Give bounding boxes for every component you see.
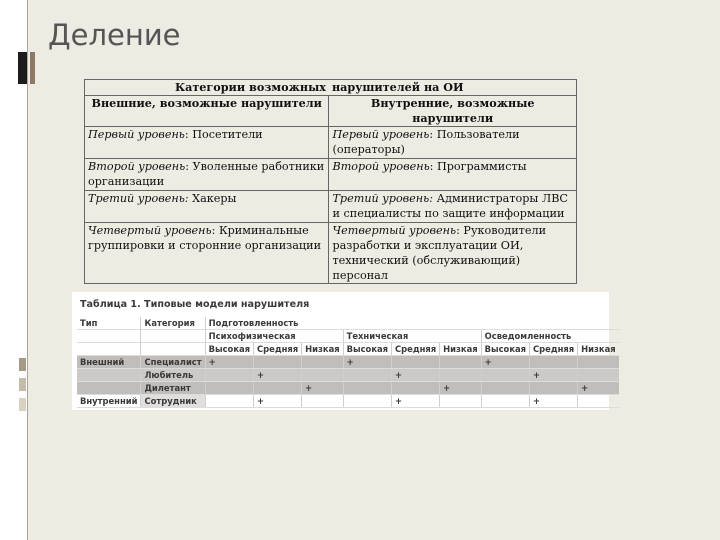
external-cell xyxy=(85,159,329,191)
header-level: Высокая xyxy=(205,343,253,356)
decor-square xyxy=(19,378,26,391)
internal-cell xyxy=(329,159,577,191)
mark-cell: + xyxy=(530,369,578,382)
mark-cell xyxy=(440,356,481,369)
table-row xyxy=(77,382,619,395)
header-level: Низкая xyxy=(578,343,619,356)
table-header-row xyxy=(85,96,577,127)
mark-cell xyxy=(205,382,253,395)
mark-cell xyxy=(481,369,529,382)
type-cell: Внешний xyxy=(77,356,141,369)
decor-square xyxy=(19,398,26,411)
header-type: Тип xyxy=(77,317,141,330)
mark-cell xyxy=(440,395,481,408)
header-external: Внешние, возможные нарушители xyxy=(85,96,329,127)
header-preparedness: Подготовленность xyxy=(205,317,619,330)
header-level: Средняя xyxy=(530,343,578,356)
type-cell xyxy=(77,369,141,382)
type-cell: Внутренний xyxy=(77,395,141,408)
title-accent-bar-secondary xyxy=(30,52,35,84)
table-row xyxy=(85,127,577,159)
intruder-model-table xyxy=(77,317,619,408)
header-awareness: Осведомленность xyxy=(481,330,619,343)
level-label: Второй уровень xyxy=(332,160,430,173)
table-row xyxy=(85,223,577,284)
level-text: : Программисты xyxy=(429,160,527,173)
mark-cell xyxy=(205,369,253,382)
level-label: Первый уровень xyxy=(332,128,430,141)
mark-cell xyxy=(392,356,440,369)
level-label: Четвертый уровень xyxy=(332,224,457,237)
level-text: : Руководители разработки и эксплуатации ОИ, технический (обслуживающий) персонал xyxy=(332,224,547,282)
mark-cell: + xyxy=(392,395,440,408)
mark-cell xyxy=(302,356,343,369)
header-level: Средняя xyxy=(392,343,440,356)
category-cell: Любитель xyxy=(141,369,205,382)
table-row xyxy=(77,369,619,382)
mark-cell xyxy=(254,356,302,369)
decor-square xyxy=(19,358,26,371)
mark-cell: + xyxy=(254,369,302,382)
left-rule-line xyxy=(27,0,28,540)
mark-cell xyxy=(440,369,481,382)
table-row xyxy=(85,159,577,191)
mark-cell: + xyxy=(440,382,481,395)
header-row xyxy=(77,330,619,343)
header-category: Категория xyxy=(141,317,205,330)
level-text: : Криминальные группировки и сторонние организации xyxy=(88,224,322,252)
mark-cell xyxy=(392,382,440,395)
header-technical: Техническая xyxy=(343,330,481,343)
mark-cell xyxy=(302,369,343,382)
table-caption-row xyxy=(85,80,577,96)
mark-cell xyxy=(254,382,302,395)
header-level: Высокая xyxy=(481,343,529,356)
level-text: Хакеры xyxy=(188,192,237,205)
mark-cell xyxy=(481,395,529,408)
header-level: Высокая xyxy=(343,343,391,356)
internal-cell xyxy=(329,127,577,159)
mark-cell xyxy=(530,356,578,369)
mark-cell xyxy=(302,395,343,408)
table-row xyxy=(77,395,619,408)
mark-cell xyxy=(578,356,619,369)
header-psychophysical: Психофизическая xyxy=(205,330,343,343)
level-label: Первый уровень xyxy=(88,128,185,141)
level-label: Третий уровень: xyxy=(88,192,189,205)
category-cell: Дилетант xyxy=(141,382,205,395)
mark-cell: + xyxy=(530,395,578,408)
mark-cell xyxy=(481,382,529,395)
title-accent-bar xyxy=(18,52,27,84)
header-row xyxy=(77,317,619,330)
level-text: : Посетители xyxy=(184,128,263,141)
caption-left: Категории возможных xyxy=(85,80,329,96)
header-level: Средняя xyxy=(254,343,302,356)
internal-cell xyxy=(329,223,577,284)
mark-cell: + xyxy=(392,369,440,382)
mark-cell xyxy=(530,382,578,395)
slide-title: Деление xyxy=(48,18,181,52)
mark-cell xyxy=(578,395,619,408)
mark-cell: + xyxy=(481,356,529,369)
mark-cell xyxy=(205,395,253,408)
mark-cell: + xyxy=(343,356,391,369)
level-text: : Уволенные работники организации xyxy=(88,160,325,188)
header-row xyxy=(77,343,619,356)
header-level: Низкая xyxy=(302,343,343,356)
external-cell xyxy=(85,223,329,284)
table-row xyxy=(85,191,577,223)
header-level: Низкая xyxy=(440,343,481,356)
mark-cell: + xyxy=(205,356,253,369)
mark-cell xyxy=(343,395,391,408)
table-row xyxy=(77,356,619,369)
level-text: : Пользователи (операторы) xyxy=(332,128,520,156)
intruder-model-table-figure xyxy=(72,292,616,410)
mark-cell xyxy=(343,382,391,395)
level-label: Второй уровень xyxy=(88,160,186,173)
type-cell xyxy=(77,382,141,395)
intruder-categories-table xyxy=(84,79,577,284)
mark-cell: + xyxy=(302,382,343,395)
caption-right: нарушителей на ОИ xyxy=(329,80,577,96)
level-label: Четвертый уровень xyxy=(88,224,212,237)
external-cell xyxy=(85,191,329,223)
level-label: Третий уровень: xyxy=(332,192,434,205)
header-internal: Внутренние, возможные нарушители xyxy=(329,96,577,127)
mark-cell xyxy=(343,369,391,382)
external-cell xyxy=(85,127,329,159)
mark-cell: + xyxy=(254,395,302,408)
category-cell: Сотрудник xyxy=(141,395,205,408)
mark-cell xyxy=(578,369,619,382)
category-cell: Специалист xyxy=(141,356,205,369)
internal-cell xyxy=(329,191,577,223)
figure-caption: Таблица 1. Типовые модели нарушителя xyxy=(80,299,310,310)
level-text: Администраторы ЛВС и специалисты по защите информации xyxy=(332,192,568,220)
mark-cell: + xyxy=(578,382,619,395)
